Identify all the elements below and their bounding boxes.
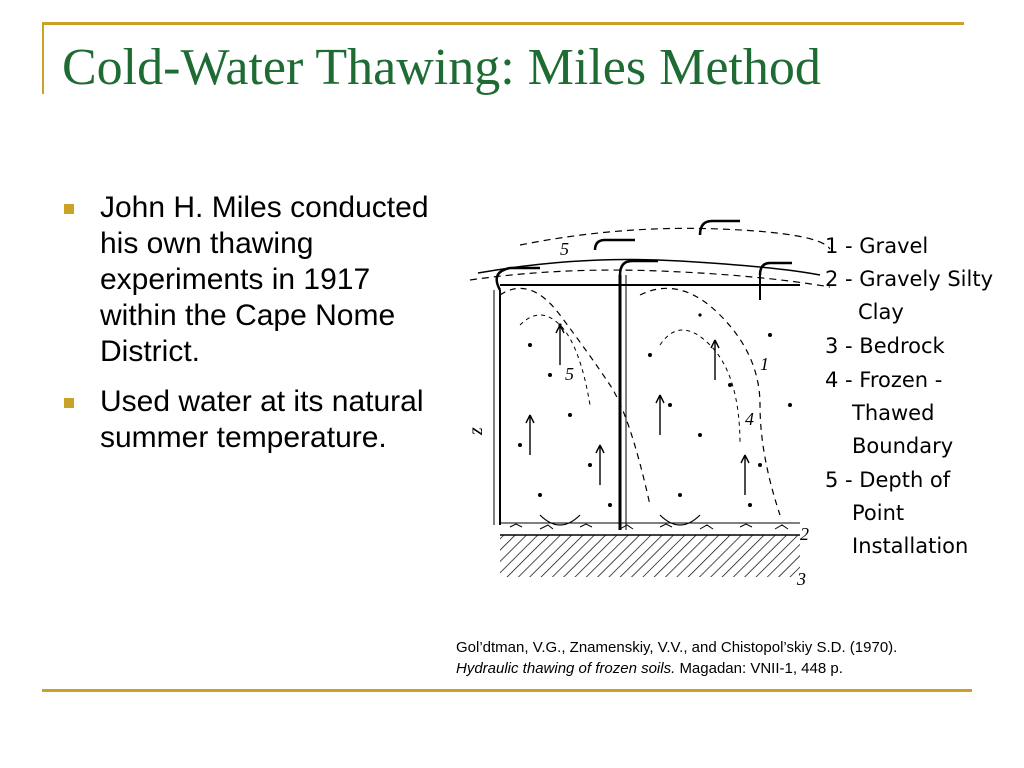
bullet-item bbox=[60, 384, 445, 456]
label-4: 4 bbox=[745, 409, 754, 429]
square-bullet-icon bbox=[64, 204, 74, 214]
label-5-mid: 5 bbox=[565, 364, 574, 384]
label-5-top: 5 bbox=[560, 239, 569, 259]
legend-line: Installation bbox=[852, 534, 969, 558]
citation-authors: Gol’dtman, V.G., Znamenskiy, V.V., and Chistopol’skiy S.D. (1970). bbox=[456, 639, 898, 656]
bottom-rule bbox=[42, 689, 972, 692]
legend-line: Boundary bbox=[852, 434, 954, 458]
top-rule bbox=[42, 22, 964, 25]
legend bbox=[825, 234, 993, 558]
bullet-item bbox=[60, 190, 445, 370]
label-2: 2 bbox=[800, 524, 809, 544]
label-1: 1 bbox=[760, 354, 769, 374]
gravel-layer bbox=[470, 228, 830, 515]
legend-line: 3 - Bedrock bbox=[825, 334, 945, 358]
citation-publisher: Magadan: VNII-1, 448 p. bbox=[679, 660, 843, 677]
legend-line: Point bbox=[852, 501, 905, 525]
legend-line: 1 - Gravel bbox=[825, 234, 929, 258]
citation-title: Hydraulic thawing of frozen soils. bbox=[456, 660, 676, 677]
thaw-pipes bbox=[497, 221, 792, 530]
bullet-text: John H. Miles conducted his own thawing experiments in 1917 within the Cape Nome District. bbox=[100, 191, 429, 368]
square-bullet-icon bbox=[64, 398, 74, 408]
legend-line: 4 - Frozen - bbox=[825, 368, 943, 392]
thawing-diagram bbox=[460, 205, 1010, 590]
bedrock-layer bbox=[500, 535, 800, 577]
left-rule bbox=[42, 22, 44, 94]
flow-arrows bbox=[526, 325, 749, 525]
z-label: z bbox=[465, 427, 487, 435]
legend-line: 5 - Depth of bbox=[825, 468, 951, 492]
clay-layer bbox=[500, 523, 800, 529]
legend-line: Clay bbox=[858, 300, 904, 324]
legend-line: Thawed bbox=[852, 401, 935, 425]
bullet-text: Used water at its natural summer temperature. bbox=[100, 385, 424, 454]
citation bbox=[456, 637, 897, 679]
bullet-list bbox=[60, 190, 445, 470]
citation-source bbox=[456, 658, 897, 679]
slide-title: Cold-Water Thawing: Miles Method bbox=[62, 39, 821, 96]
legend-line: 2 - Gravely Silty bbox=[825, 267, 994, 291]
depth-dimension bbox=[465, 290, 494, 525]
label-3: 3 bbox=[797, 569, 806, 589]
